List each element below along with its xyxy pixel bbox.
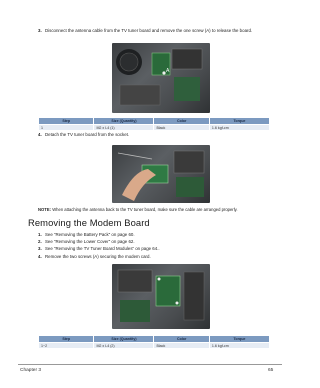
step-number: 2. (38, 239, 42, 245)
list-item (38, 246, 268, 252)
step-number: 4. (38, 253, 42, 259)
list-item (38, 232, 268, 238)
step-text: See “Removing the TV Tuner Board Modules” on page 64.. (45, 246, 160, 252)
table-header-row (39, 118, 270, 125)
modem-card-photo (112, 264, 210, 329)
note-label: NOTE: (38, 207, 52, 212)
screw-icon (176, 302, 179, 305)
attachment-note (38, 207, 272, 212)
column-header: Color (154, 336, 209, 343)
column-header: Torque (209, 118, 269, 125)
table-cell: 1.6 kgf-cm (209, 125, 269, 131)
modem-step-list (38, 232, 268, 259)
column-header: Step (39, 336, 94, 343)
step-text: Detach the TV tuner board from the socket. (45, 132, 130, 137)
column-header: Size (Quantity) (94, 118, 154, 125)
laptop-interior-illustration (112, 43, 210, 113)
list-item (38, 239, 268, 245)
step-text: Remove the two screws (A) securing the modem card. (45, 253, 151, 259)
step-text: See “Removing the Battery Pack” on page 60. (45, 232, 135, 237)
step-number: 1. (38, 232, 42, 237)
step-text: See “Removing the Lower Cover” on page 62. (45, 239, 135, 245)
screw-spec-table-2 (38, 335, 270, 349)
screw-icon (158, 278, 161, 281)
table-cell: 1~2 (39, 343, 94, 349)
table-cell: M2 x L4 (1) (94, 125, 154, 131)
note-text: When attaching the antenna back to the TV tuner board, make sure the cable are arranged properly. (52, 207, 238, 212)
step-number: 3. (38, 28, 42, 33)
table-cell: M2 x L4 (2) (94, 343, 154, 349)
hand-detaching-board-illustration (112, 145, 210, 203)
column-header: Step (39, 118, 94, 125)
step-number: 4. (38, 132, 42, 137)
table-row (39, 343, 270, 349)
column-header: Color (154, 118, 209, 125)
table-cell: 1.6 kgf-cm (209, 343, 269, 349)
list-item (38, 254, 268, 260)
table-cell: Black (154, 125, 209, 131)
tv-tuner-board-photo (112, 43, 210, 113)
footer-chapter: Chapter 3 (20, 368, 42, 373)
table-row (39, 125, 270, 131)
table-cell: 1 (39, 125, 94, 131)
table-cell: Black (154, 343, 209, 349)
step-4 (38, 132, 268, 138)
column-header: Torque (209, 336, 269, 343)
detach-board-photo (112, 145, 210, 203)
table-header-row (39, 336, 270, 343)
section-title: Removing the Modem Board (28, 217, 150, 228)
modem-card-illustration (112, 264, 210, 329)
footer-page-number: 65 (268, 368, 274, 373)
column-header: Size (Quantity) (94, 336, 154, 343)
screw-spec-table-1 (38, 117, 270, 131)
step-text: Disconnect the antenna cable from the TV tuner board and remove the one screw (A) to release the board. (45, 28, 253, 33)
step-3 (38, 28, 268, 34)
step-number: 3. (38, 246, 42, 252)
svg-text:A: A (166, 68, 170, 74)
footer-divider (18, 364, 282, 365)
